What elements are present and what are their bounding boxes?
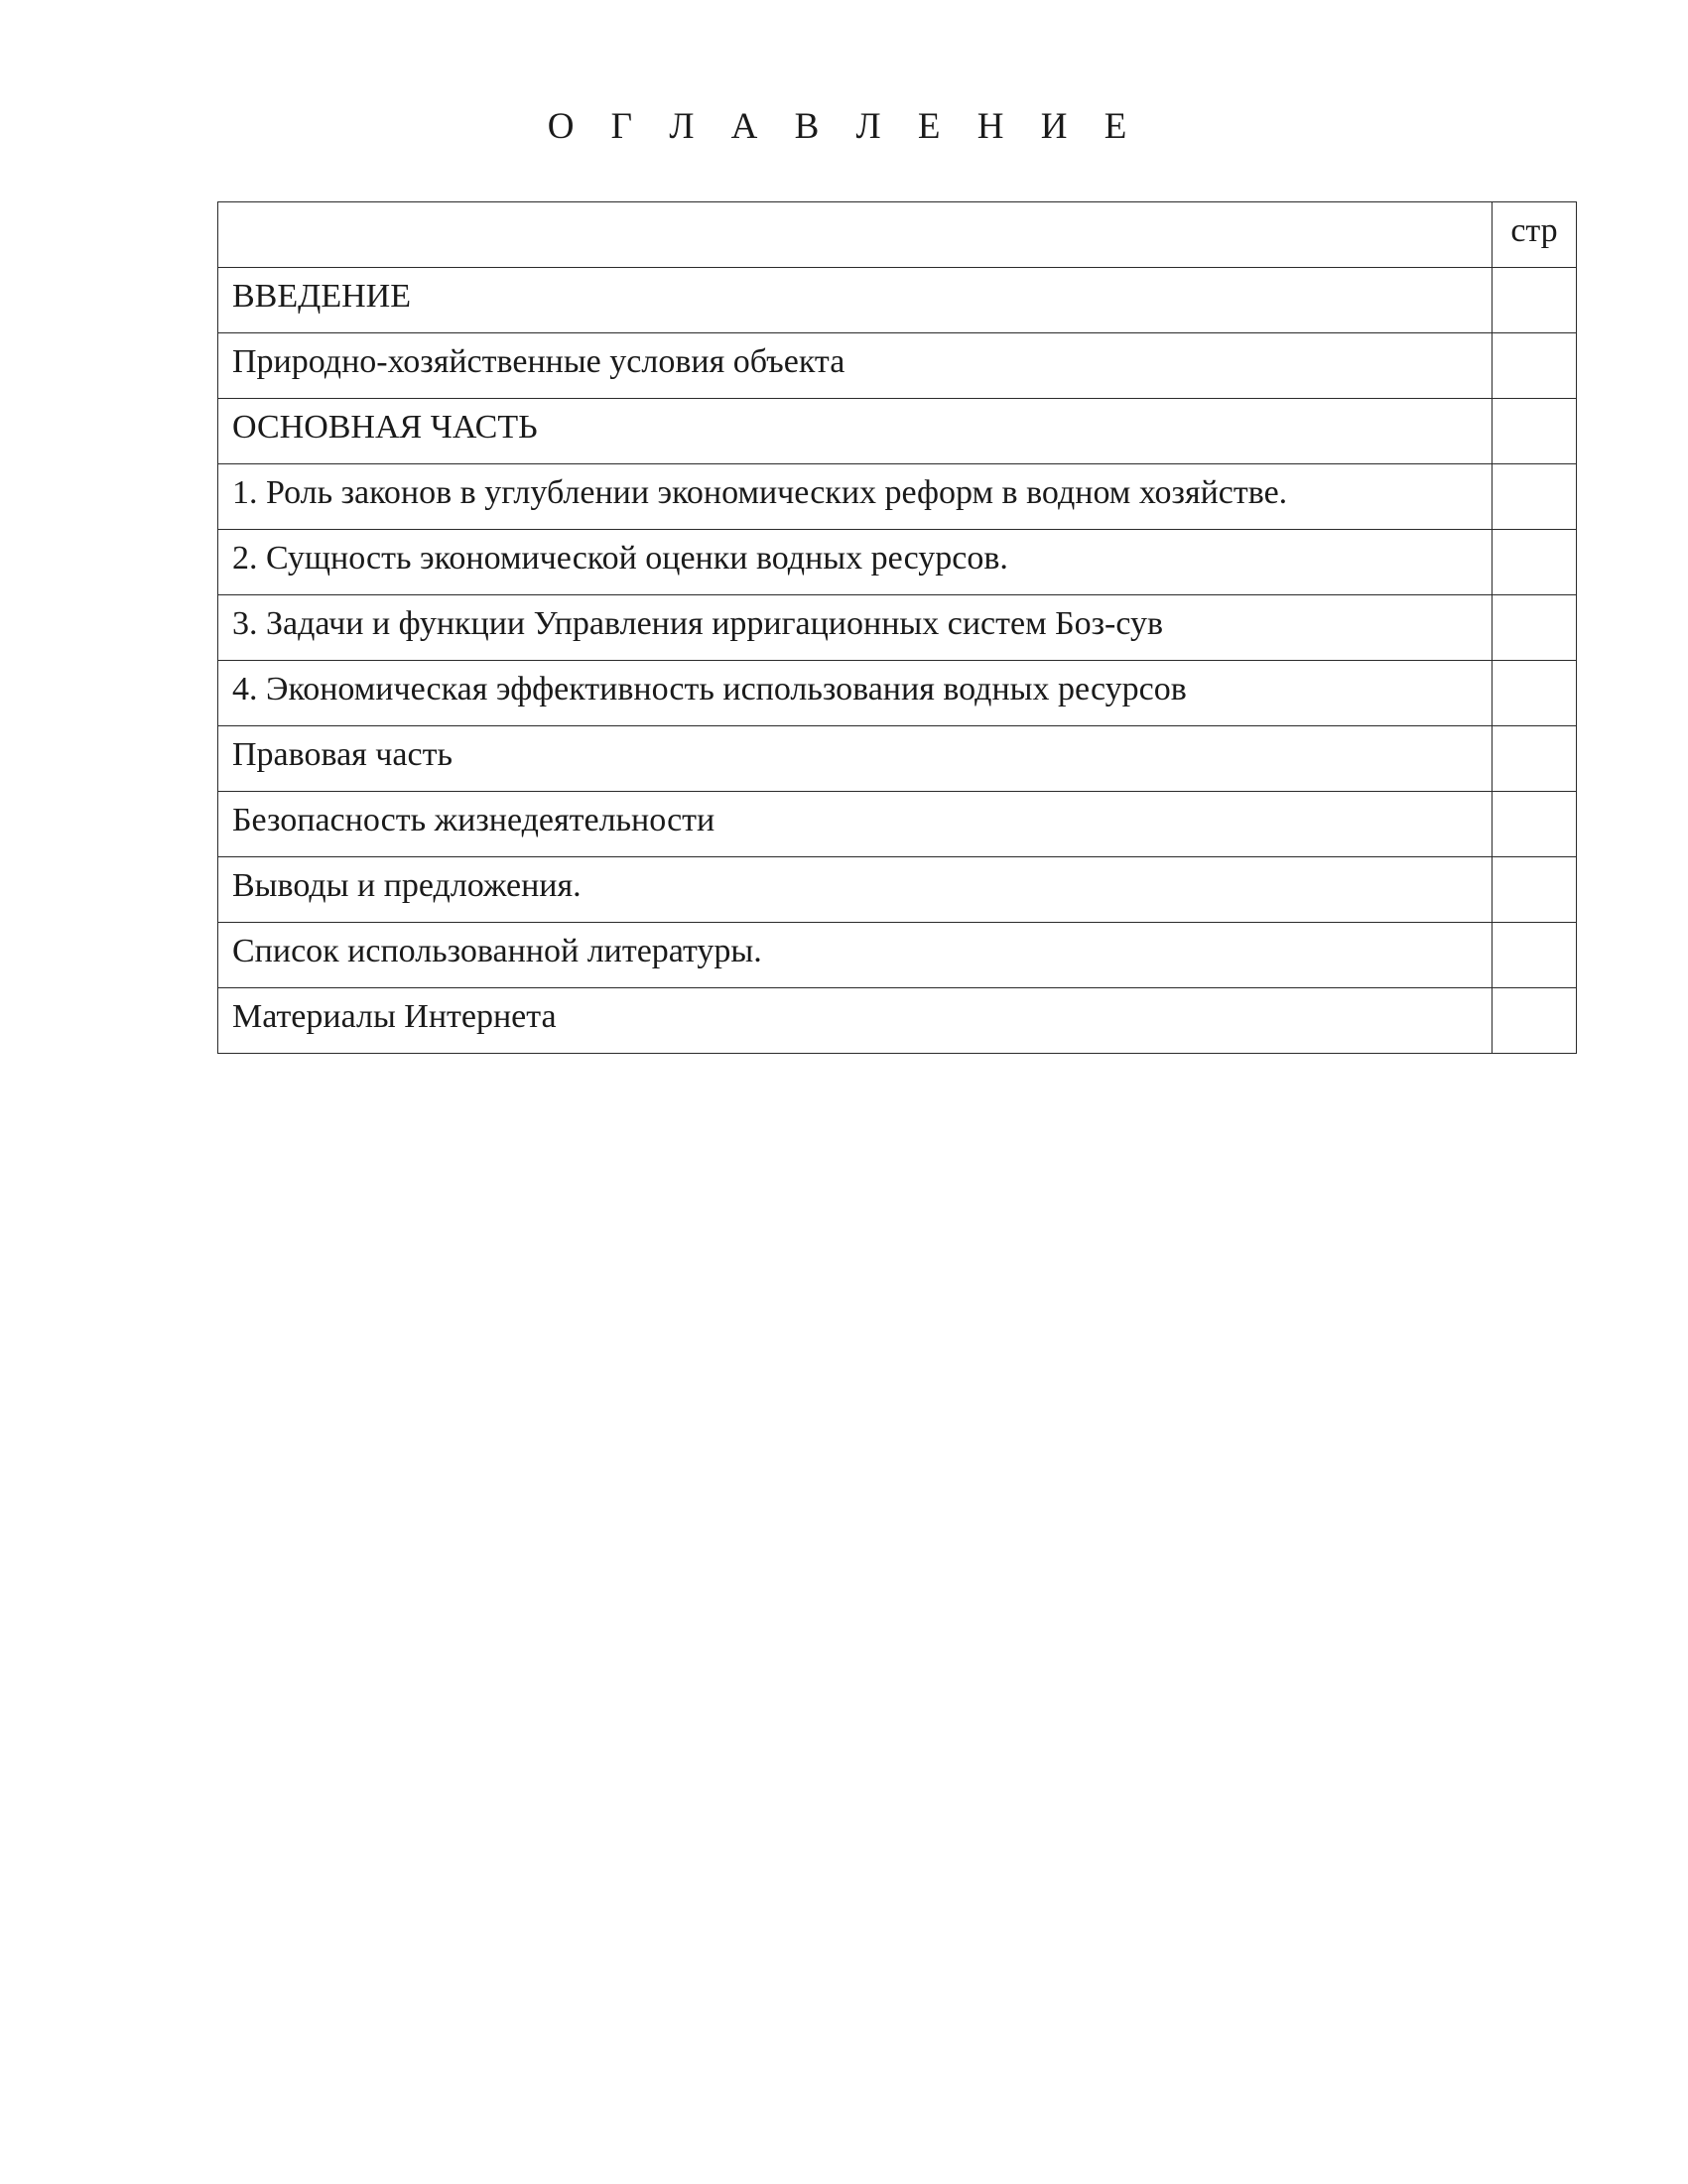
toc-entry-page — [1493, 464, 1577, 530]
toc-entry-label: ВВЕДЕНИЕ — [218, 268, 1493, 333]
toc-row — [218, 595, 1577, 661]
toc-row — [218, 923, 1577, 988]
page-column-header: стр — [1493, 202, 1577, 268]
toc-entry-label: Безопасность жизнедеятельности — [218, 792, 1493, 857]
toc-entry-label: 4. Экономическая эффективность использования водных ресурсов — [218, 661, 1493, 726]
toc-entry-label: 2. Сущность экономической оценки водных ресурсов. — [218, 530, 1493, 595]
toc-entry-page — [1493, 988, 1577, 1054]
toc-entry-label: Список использованной литературы. — [218, 923, 1493, 988]
toc-entry-label: Природно-хозяйственные условия объекта — [218, 333, 1493, 399]
toc-row — [218, 268, 1577, 333]
toc-row — [218, 399, 1577, 464]
table-of-contents — [217, 201, 1577, 1054]
toc-header-title-cell — [218, 202, 1493, 268]
toc-row — [218, 333, 1577, 399]
toc-entry-page — [1493, 726, 1577, 792]
toc-row — [218, 726, 1577, 792]
toc-row — [218, 464, 1577, 530]
toc-entry-label: Правовая часть — [218, 726, 1493, 792]
page-title: О Г Л А В Л Е Н И Е — [547, 106, 1141, 147]
toc-row — [218, 857, 1577, 923]
toc-row — [218, 792, 1577, 857]
toc-row — [218, 988, 1577, 1054]
toc-entry-page — [1493, 399, 1577, 464]
toc-entry-page — [1493, 333, 1577, 399]
toc-entry-page — [1493, 857, 1577, 923]
toc-row — [218, 530, 1577, 595]
toc-entry-page — [1493, 530, 1577, 595]
toc-entry-label: ОСНОВНАЯ ЧАСТЬ — [218, 399, 1493, 464]
toc-entry-label: 3. Задачи и функции Управления ирригационных систем Боз-сув — [218, 595, 1493, 661]
toc-entry-page — [1493, 595, 1577, 661]
toc-entry-label: 1. Роль законов в углублении экономических реформ в водном хозяйстве. — [218, 464, 1493, 530]
toc-row — [218, 661, 1577, 726]
toc-entry-page — [1493, 792, 1577, 857]
toc-entry-page — [1493, 661, 1577, 726]
toc-entry-page — [1493, 268, 1577, 333]
toc-entry-page — [1493, 923, 1577, 988]
toc-entry-label: Выводы и предложения. — [218, 857, 1493, 923]
toc-header-row — [218, 202, 1577, 268]
toc-entry-label: Материалы Интернета — [218, 988, 1493, 1054]
